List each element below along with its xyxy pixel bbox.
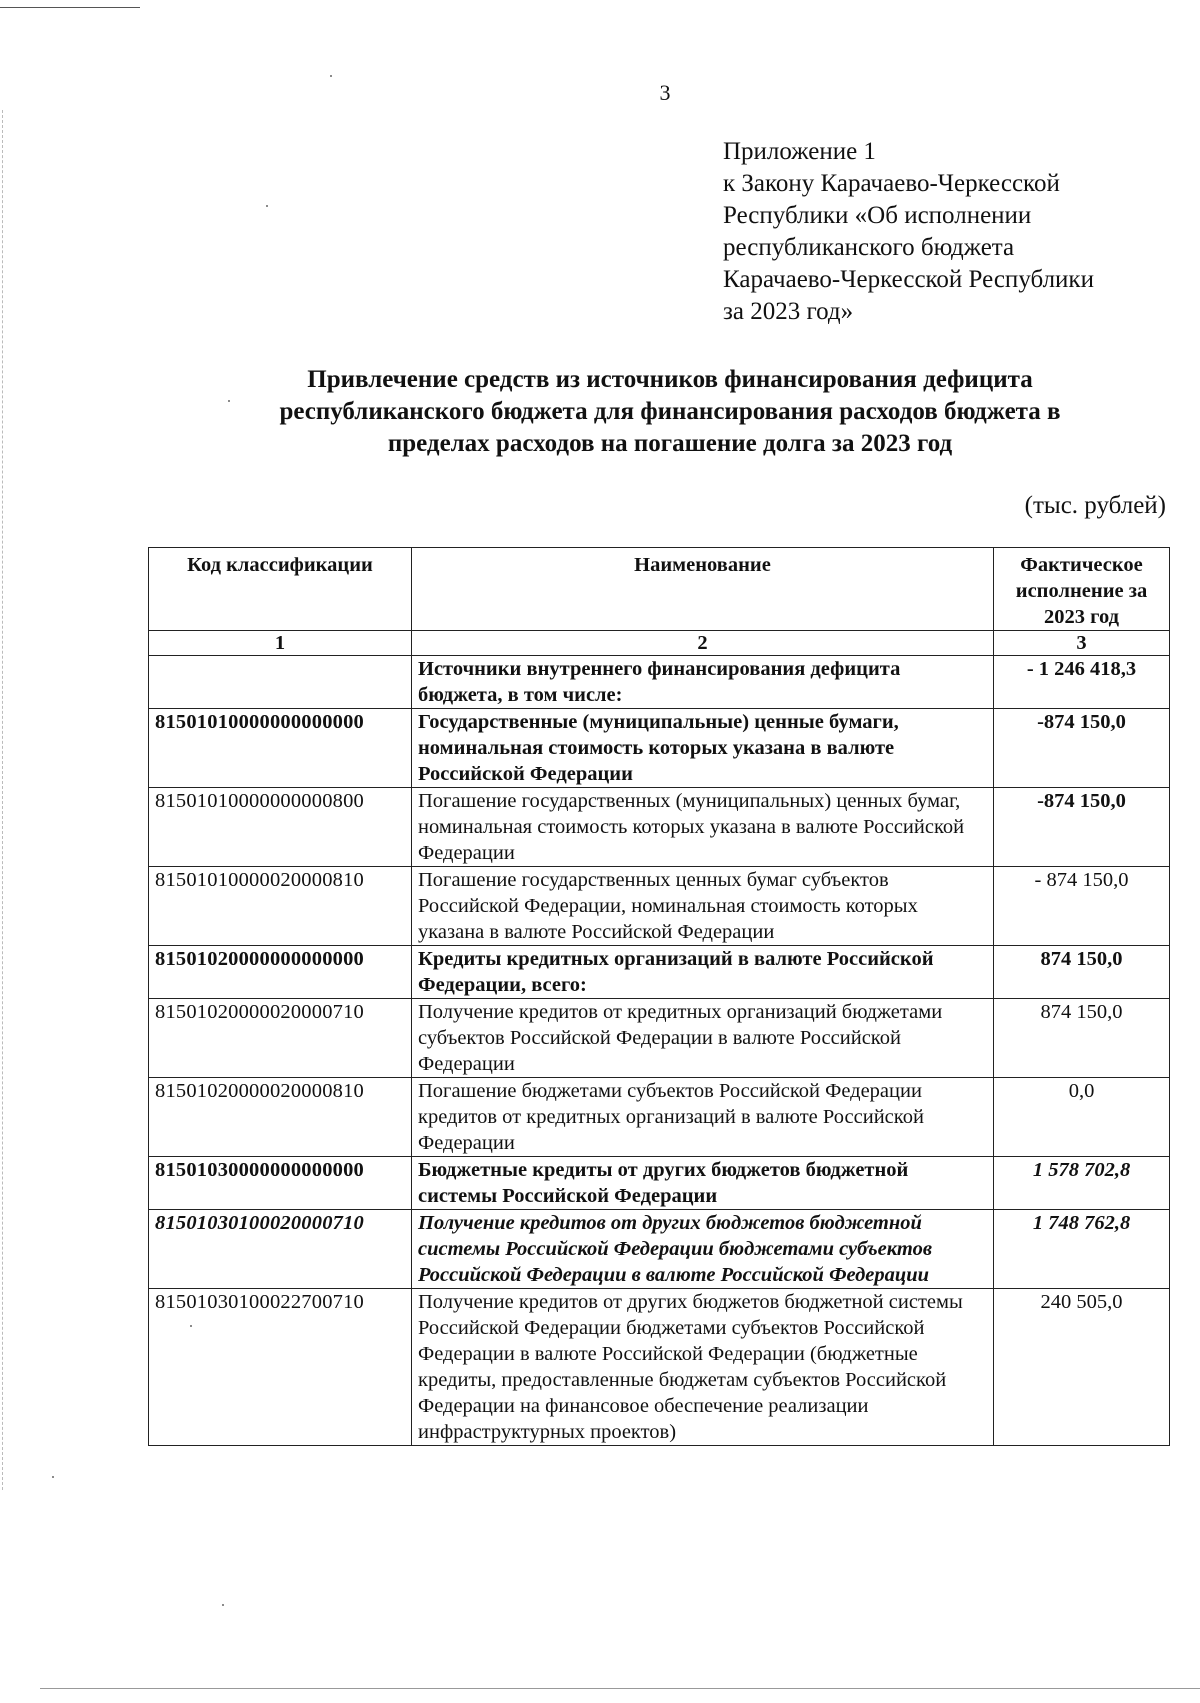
row-code: 81501010000000000000 xyxy=(149,709,412,788)
row-name: Погашение государственных ценных бумаг субъектов Российской Федерации, номинальная стоимость которых указана в валюте Российской Федерации xyxy=(412,867,994,946)
row-code: 81501030100022700710 xyxy=(149,1289,412,1446)
title-line: республиканского бюджета для финансирования расходов бюджета в xyxy=(279,398,1061,425)
scan-speck xyxy=(52,1476,54,1478)
row-value: 1 748 762,8 xyxy=(994,1210,1170,1289)
scan-artifact-left-edge xyxy=(2,110,3,1490)
appendix-line: Карачаево-Черкесской Республики xyxy=(723,266,1094,293)
row-value: - 874 150,0 xyxy=(994,867,1170,946)
row-code xyxy=(149,656,412,709)
appendix-line: Приложение 1 xyxy=(723,138,876,165)
column-number: 2 xyxy=(412,631,994,656)
appendix-line: республиканского бюджета xyxy=(723,234,1015,261)
page-number: 3 xyxy=(659,80,671,105)
table-row xyxy=(149,656,1170,709)
row-code: 81501020000020000810 xyxy=(149,1078,412,1157)
row-name: Получение кредитов от кредитных организаций бюджетами субъектов Российской Федерации в валюте Российской Федерации xyxy=(412,999,994,1078)
table-row xyxy=(149,788,1170,867)
table-header-row xyxy=(149,548,1170,631)
title-line: пределах расходов на погашение долга за 2023 год xyxy=(387,430,953,457)
table-row xyxy=(149,999,1170,1078)
column-number: 3 xyxy=(994,631,1170,656)
units-label: (тыс. рублей) xyxy=(1024,492,1166,519)
appendix-reference xyxy=(723,136,1163,328)
table-row xyxy=(149,1289,1170,1446)
header-code: Код классификации xyxy=(149,548,412,631)
row-value: - 1 246 418,3 xyxy=(994,656,1170,709)
column-number-row xyxy=(149,631,1170,656)
row-name: Источники внутреннего финансирования дефицита бюджета, в том числе: xyxy=(412,656,994,709)
scan-artifact-top-line xyxy=(0,7,140,8)
scan-speck xyxy=(330,75,332,77)
row-value: 1 578 702,8 xyxy=(994,1157,1170,1210)
row-code: 81501010000000000800 xyxy=(149,788,412,867)
row-value: -874 150,0 xyxy=(994,788,1170,867)
row-value: 874 150,0 xyxy=(994,946,1170,999)
header-value: Фактическое исполнение за 2023 год xyxy=(994,548,1170,631)
row-value: 240 505,0 xyxy=(994,1289,1170,1446)
sources-financing-table xyxy=(148,547,1170,1446)
row-code: 81501020000020000710 xyxy=(149,999,412,1078)
scan-speck xyxy=(222,1604,224,1606)
title-line: Привлечение средств из источников финансирования дефицита xyxy=(307,366,1033,393)
document-title xyxy=(150,364,1190,460)
row-value: 874 150,0 xyxy=(994,999,1170,1078)
table-row xyxy=(149,709,1170,788)
row-code: 81501020000000000000 xyxy=(149,946,412,999)
row-name: Государственные (муниципальные) ценные бумаги, номинальная стоимость которых указана в валюте Российской Федерации xyxy=(412,709,994,788)
table-row xyxy=(149,867,1170,946)
row-name: Кредиты кредитных организаций в валюте Российской Федерации, всего: xyxy=(412,946,994,999)
row-name: Получение кредитов от других бюджетов бюджетной системы Российской Федерации бюджетами субъектов Российской Федерации в валюте Российской Федерации xyxy=(412,1210,994,1289)
row-name: Бюджетные кредиты от других бюджетов бюджетной системы Российской Федерации xyxy=(412,1157,994,1210)
table-row xyxy=(149,946,1170,999)
appendix-line: за 2023 год» xyxy=(723,298,854,325)
table-row xyxy=(149,1157,1170,1210)
table-row xyxy=(149,1078,1170,1157)
row-name: Погашение государственных (муниципальных) ценных бумаг, номинальная стоимость которых указана в валюте Российской Федерации xyxy=(412,788,994,867)
column-number: 1 xyxy=(149,631,412,656)
row-code: 81501030100020000710 xyxy=(149,1210,412,1289)
appendix-line: к Закону Карачаево-Черкесской xyxy=(723,170,1060,197)
row-name: Получение кредитов от других бюджетов бюджетной системы Российской Федерации бюджетами субъектов Российской Федерации в валюте Российской Федерации (бюджетные кредиты, предоставленные бюджетам субъектов Российской Федерации на финансовое обеспечение реализации инфраструктурных проектов) xyxy=(412,1289,994,1446)
row-code: 81501030000000000000 xyxy=(149,1157,412,1210)
scan-artifact-bottom-edge xyxy=(40,1688,1200,1689)
header-name: Наименование xyxy=(412,548,994,631)
row-code: 81501010000020000810 xyxy=(149,867,412,946)
scan-speck xyxy=(266,205,268,207)
row-value: -874 150,0 xyxy=(994,709,1170,788)
appendix-line: Республики «Об исполнении xyxy=(723,202,1032,229)
table-row xyxy=(149,1210,1170,1289)
row-value: 0,0 xyxy=(994,1078,1170,1157)
row-name: Погашение бюджетами субъектов Российской Федерации кредитов от кредитных организаций в валюте Российской Федерации xyxy=(412,1078,994,1157)
